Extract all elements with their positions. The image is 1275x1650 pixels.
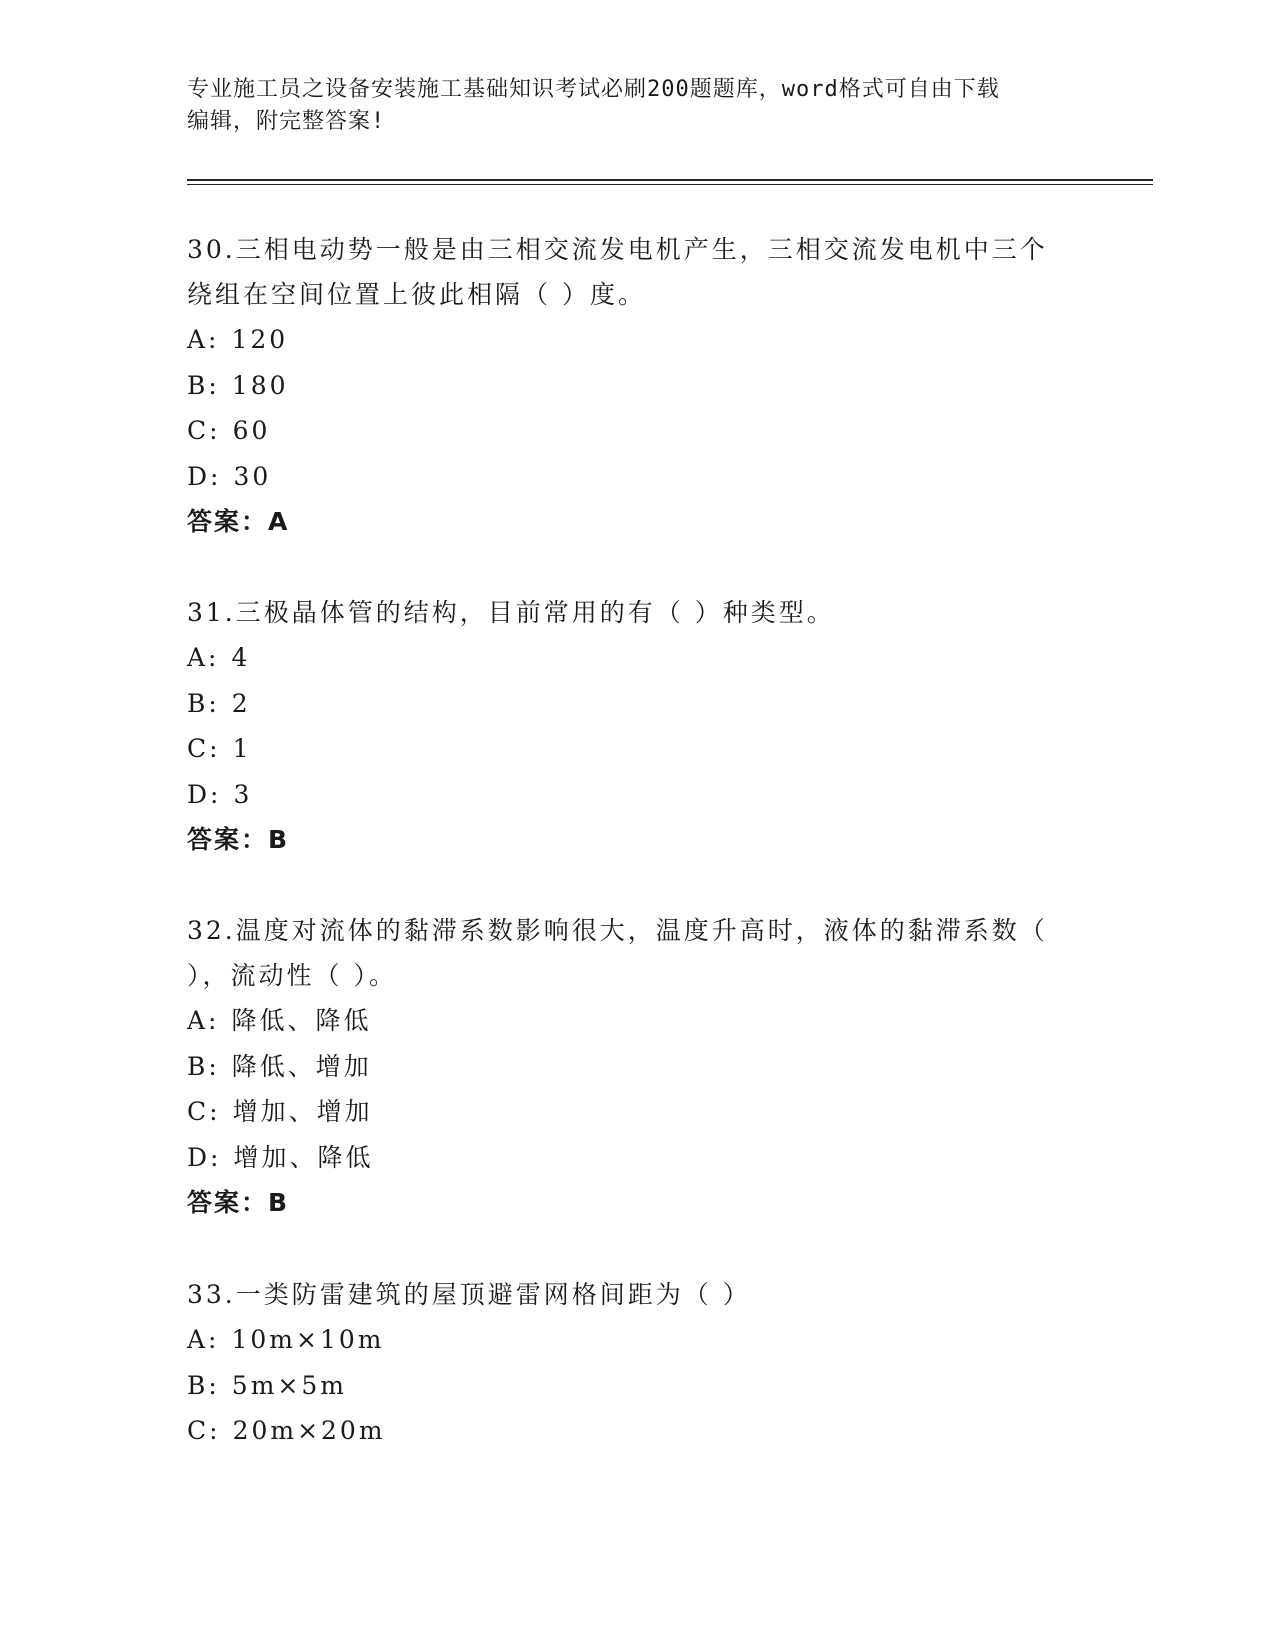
option-text: 20m×20m [232,1416,386,1445]
option-text: 2 [231,688,251,718]
answer: 答案：B [187,1188,290,1217]
option-d [187,1135,1087,1181]
option-text: 降低、降低 [231,1006,372,1035]
answer: 答案：B [187,825,290,854]
option-label: B: [187,1370,220,1400]
header-rule-thick [187,179,1153,181]
question-33 [187,1272,1087,1454]
option-text: 增加、增加 [232,1097,373,1126]
option-label: A: [187,643,220,672]
option-b [187,1044,1087,1090]
option-text: 1 [232,734,252,763]
option-text: 120 [231,325,289,354]
option-label: B: [187,370,220,400]
option-text: 3 [233,779,253,809]
option-a [187,998,1087,1044]
option-c [187,726,1087,772]
option-b [187,1363,1087,1409]
option-label: C: [187,734,221,763]
question-stem-line: 31.三极晶体管的结构，目前常用的有（ ）种类型。 [187,598,835,627]
option-b [187,681,1087,727]
option-text: 4 [231,643,251,672]
header-rule-thin [187,184,1153,185]
option-a [187,1317,1087,1363]
document-header [187,74,1087,138]
question-stem-line: 32.温度对流体的黏滞系数影响很大，温度升高时，液体的黏滞系数（ [187,916,1048,945]
answer: 答案：A [187,507,290,536]
option-text: 增加、降低 [233,1142,374,1172]
header-line-2: 编辑，附完整答案! [187,109,386,134]
option-label: D: [187,779,222,809]
question-30 [187,227,1087,545]
question-stem-line: 33.一类防雷建筑的屋顶避雷网格间距为（ ） [187,1280,751,1309]
question-32 [187,908,1087,1226]
question-stem-line: ），流动性（ ）。 [187,961,397,990]
option-b [187,363,1087,409]
option-label: C: [187,416,221,445]
option-label: C: [187,1416,221,1445]
option-text: 降低、增加 [231,1051,372,1081]
option-d [187,772,1087,818]
option-label: D: [187,461,222,491]
option-text: 180 [231,370,289,400]
option-d [187,454,1087,500]
option-text: 30 [233,461,272,491]
option-c [187,408,1087,454]
option-label: A: [187,1325,220,1354]
option-label: B: [187,688,220,718]
option-label: D: [187,1142,222,1172]
option-label: A: [187,1006,220,1035]
question-31 [187,590,1087,863]
header-line-1: 专业施工员之设备安装施工基础知识考试必刷200题题库，word格式可自由下载 [187,77,1000,102]
option-label: A: [187,325,220,354]
option-a [187,635,1087,681]
question-stem-line: 绕组在空间位置上彼此相隔（ ）度。 [187,280,646,309]
option-label: B: [187,1051,220,1081]
option-a [187,317,1087,363]
option-label: C: [187,1097,221,1126]
option-text: 60 [232,416,271,445]
option-c [187,1408,1087,1454]
option-c [187,1089,1087,1135]
question-stem-line: 30.三相电动势一般是由三相交流发电机产生，三相交流发电机中三个 [187,235,1048,264]
option-text: 10m×10m [231,1325,385,1354]
option-text: 5m×5m [231,1370,347,1400]
